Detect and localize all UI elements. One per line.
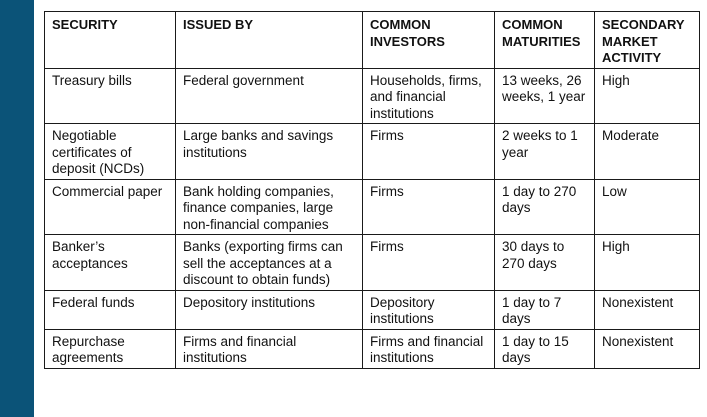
table-row	[45, 124, 700, 180]
table-row	[45, 235, 700, 291]
cell-secondary-market-activity: High	[595, 235, 700, 291]
money-market-securities-table	[44, 11, 700, 369]
cell-secondary-market-activity: Nonexistent	[595, 290, 700, 329]
cell-common-investors: Firms	[363, 179, 495, 235]
header-row	[45, 12, 700, 69]
cell-issued-by: Bank holding companies, finance companies, large non-financial companies	[176, 179, 363, 235]
cell-common-maturities: 1 day to 15 days	[495, 329, 595, 368]
cell-secondary-market-activity: Low	[595, 179, 700, 235]
header-common-investors: COMMON INVESTORS	[363, 12, 495, 69]
cell-security: Banker’s acceptances	[45, 235, 176, 291]
cell-secondary-market-activity: Moderate	[595, 124, 700, 180]
header-common-maturities: COMMON MATURITIES	[495, 12, 595, 69]
table-row	[45, 329, 700, 368]
table-row	[45, 179, 700, 235]
cell-issued-by: Depository institutions	[176, 290, 363, 329]
cell-common-investors: Depository institutions	[363, 290, 495, 329]
cell-issued-by: Firms and financial institutions	[176, 329, 363, 368]
header-issued-by: ISSUED BY	[176, 12, 363, 69]
cell-common-investors: Households, firms, and financial institutions	[363, 68, 495, 124]
cell-issued-by: Banks (exporting firms can sell the acceptances at a discount to obtain funds)	[176, 235, 363, 291]
cell-secondary-market-activity: High	[595, 68, 700, 124]
sidebar-accent-bar	[0, 0, 34, 417]
table-row	[45, 290, 700, 329]
cell-security: Repurchase agreements	[45, 329, 176, 368]
cell-security: Treasury bills	[45, 68, 176, 124]
cell-common-investors: Firms	[363, 124, 495, 180]
cell-security: Negotiable certificates of deposit (NCDs)	[45, 124, 176, 180]
cell-common-maturities: 2 weeks to 1 year	[495, 124, 595, 180]
cell-common-investors: Firms and financial institutions	[363, 329, 495, 368]
cell-secondary-market-activity: Nonexistent	[595, 329, 700, 368]
cell-common-investors: Firms	[363, 235, 495, 291]
header-security: SECURITY	[45, 12, 176, 69]
cell-common-maturities: 1 day to 270 days	[495, 179, 595, 235]
cell-issued-by: Federal government	[176, 68, 363, 124]
cell-security: Federal funds	[45, 290, 176, 329]
cell-issued-by: Large banks and savings institutions	[176, 124, 363, 180]
table-row	[45, 68, 700, 124]
cell-common-maturities: 13 weeks, 26 weeks, 1 year	[495, 68, 595, 124]
cell-common-maturities: 1 day to 7 days	[495, 290, 595, 329]
cell-common-maturities: 30 days to 270 days	[495, 235, 595, 291]
header-secondary-market-activity: SECONDARY MARKET ACTIVITY	[595, 12, 700, 69]
cell-security: Commercial paper	[45, 179, 176, 235]
